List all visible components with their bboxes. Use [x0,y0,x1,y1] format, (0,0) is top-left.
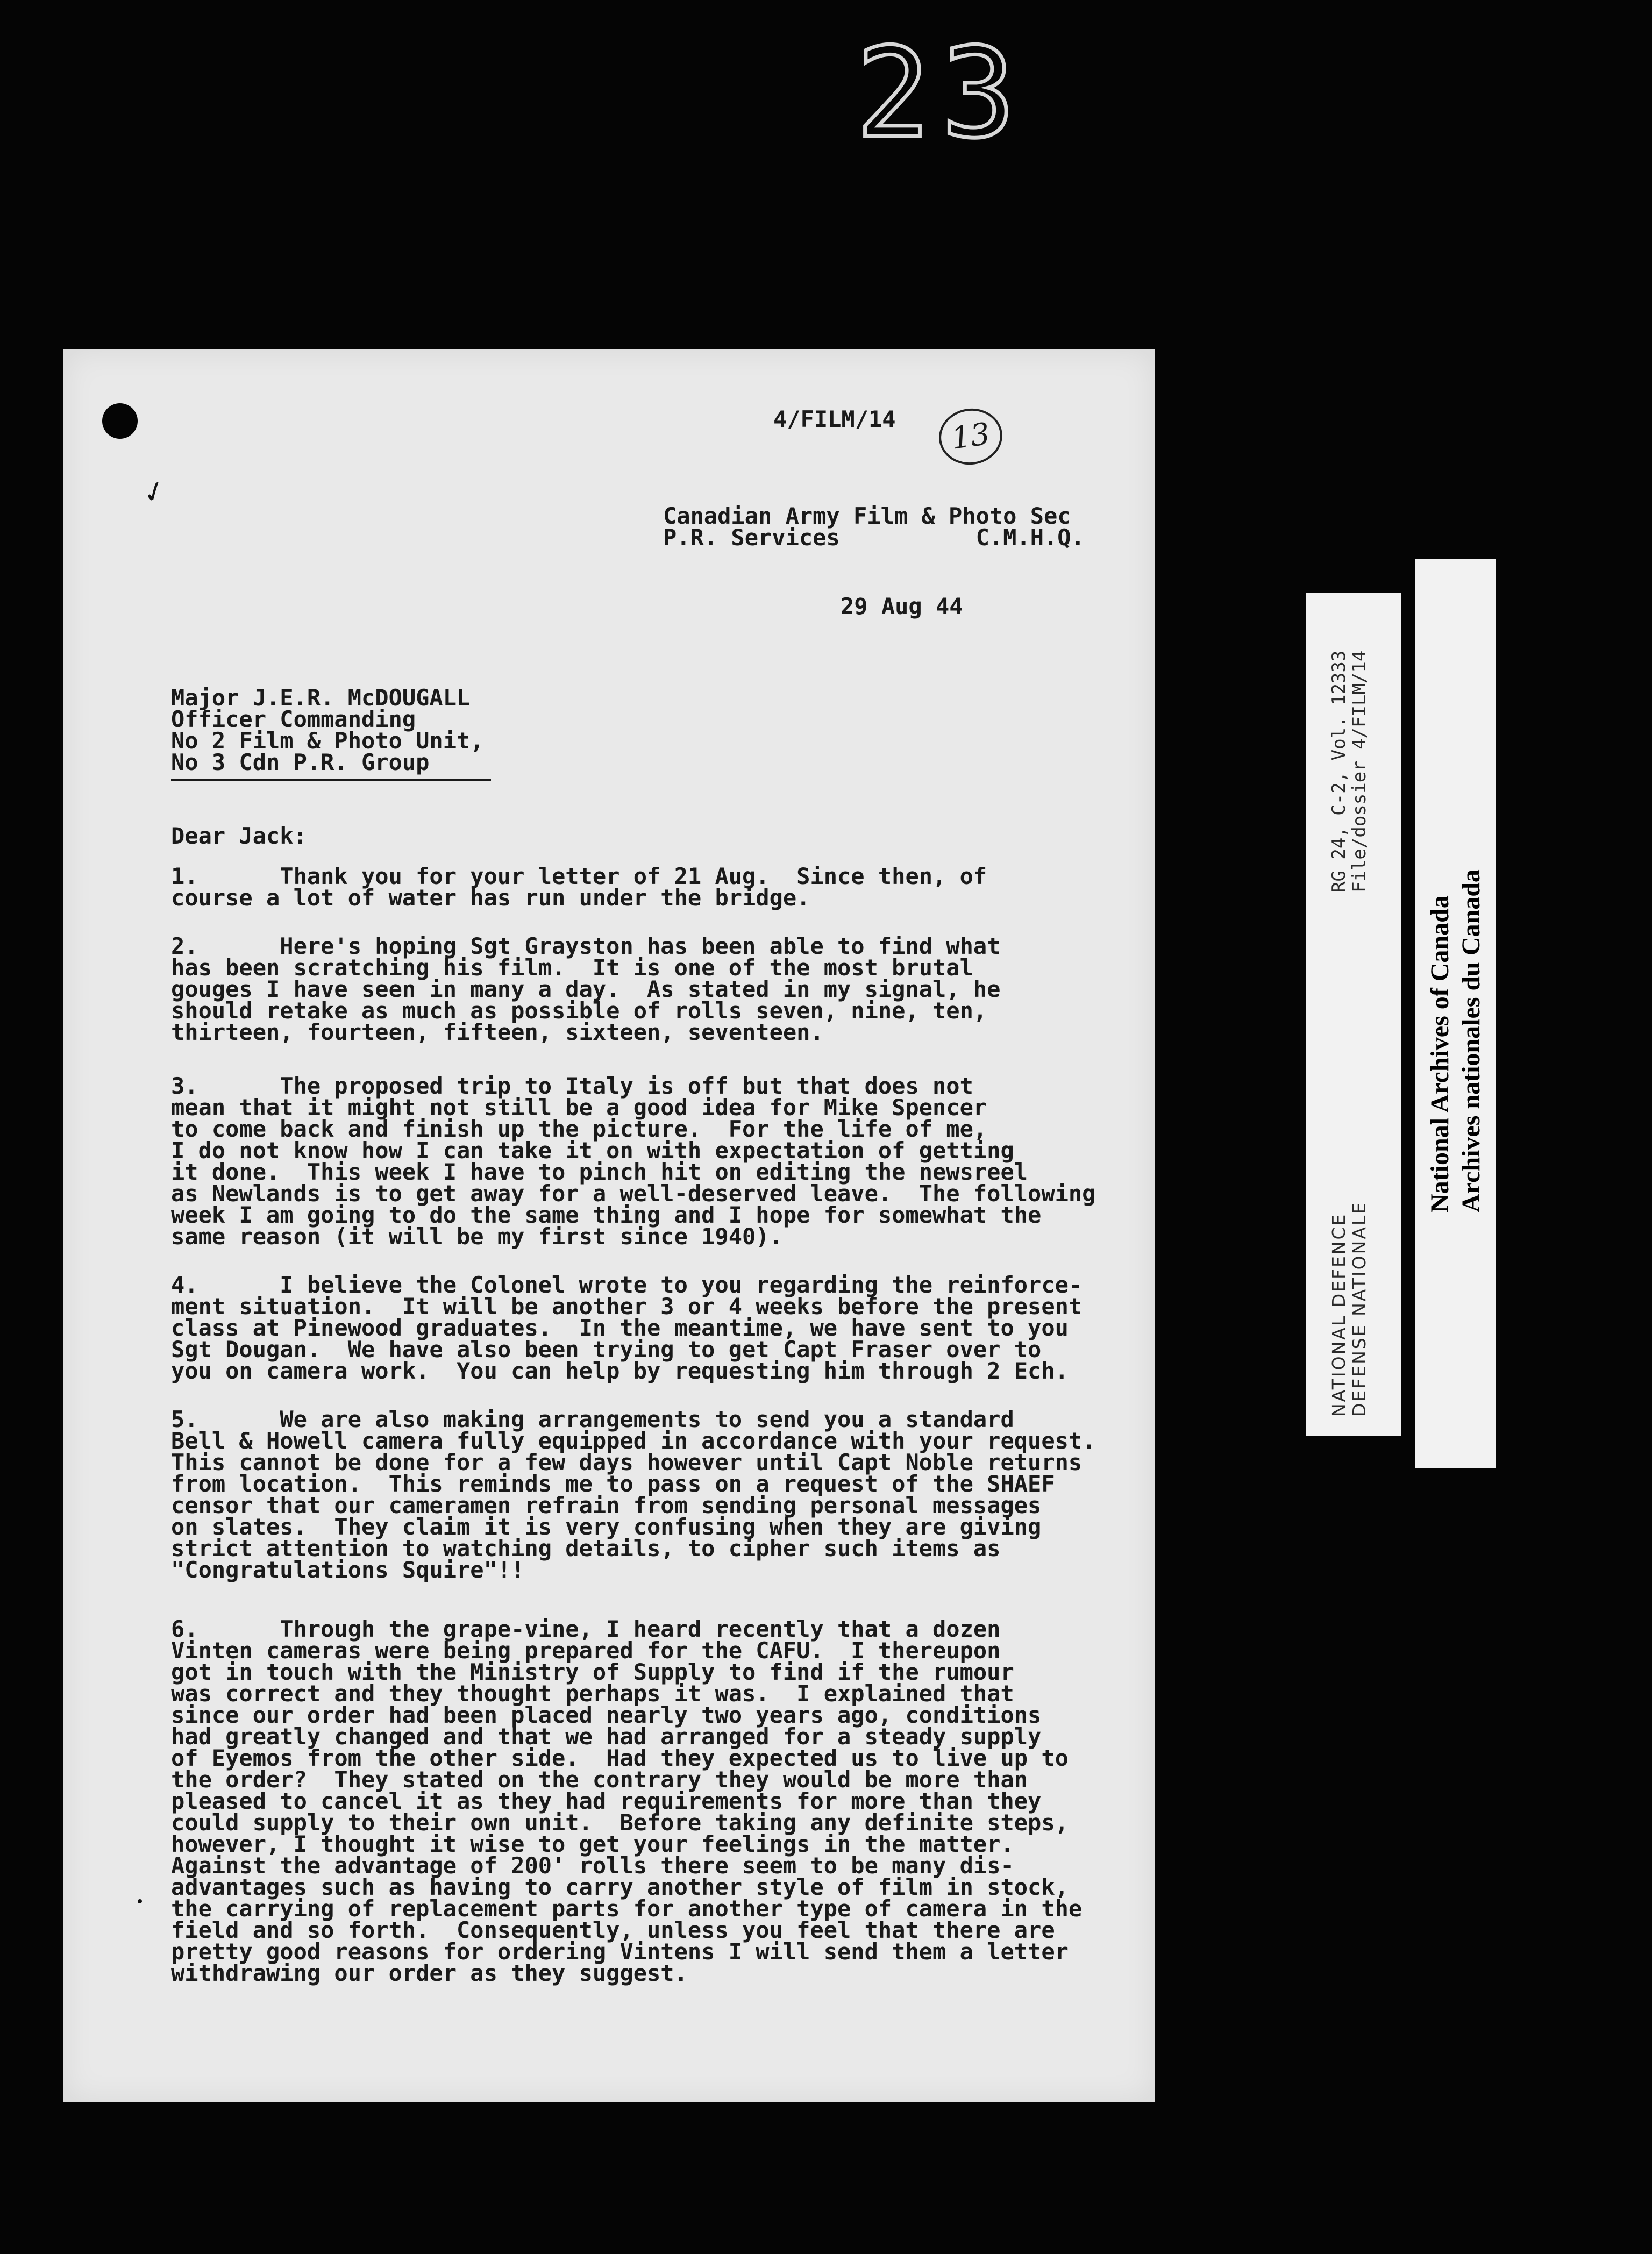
paragraph-1: 1. Thank you for your letter of 21 Aug. Since then, of course a lot of water has run under the bridge. [171,863,987,911]
paragraph-4: 4. I believe the Colonel wrote to you regarding the reinforce- ment situation. It will be another 3 or 4 weeks before the present class at Pinewood graduates. In the meantime, we have sent to you Sgt Dougan. We have also been trying to get Capt Fraser over to you on camera work. You can help by requesting him through 2 Ech. [171,1272,1083,1384]
salutation: Dear Jack: [171,823,307,849]
paragraph-5: 5. We are also making arrangements to send you a standard Bell & Howell camera fully equipped in accordance with your request. This cannot be done for a few days however until Capt Noble returns from location. This reminds me to pass on a request of the SHAEF censor that our cameramen refrain from sending personal messages on slates. They claim it is very confusing when they are giving strict attention to watching details, to cipher such items as "Congratulations Squire"!! [171,1406,1096,1583]
paragraph-3: 3. The proposed trip to Italy is off but that does not mean that it might not still be a good idea for Mike Spencer to come back and finish up the picture. For the life of me, I do not know how I can take it on with expectation of getting it done. This week I have to pinch hit on editing the newsreel as Newlands is to get away for a well-deserved leave. The following week I am going to do the same thing and I hope for somewhat the same reason (it will be my first since 1940). [171,1073,1096,1250]
letter-page [63,349,1155,2102]
punch-hole [102,403,138,439]
archive-reference-line-2: File/dossier 4/FILM/14 [1349,650,1370,893]
letter-date: 29 Aug 44 [841,593,963,619]
file-reference: 4/FILM/14 [773,406,896,432]
ink-mark [138,1899,142,1903]
archive-name-french: Archives nationales du Canada [1457,869,1485,1212]
archive-reference-line-1: RG 24, C-2, Vol. 12333 [1328,650,1350,893]
check-mark-icon: ✓ [138,470,170,512]
paragraph-6: 6. Through the grape-vine, I heard recently that a dozen Vinten cameras were being prepared for the CAFU. I thereupon got in touch with the Ministry of Supply to find if the rumour was correct and they thought perhaps it was. I explained that since our order had been placed nearly two years ago, conditions had greatly changed and that we had arranged for a steady supply of Eyemos from the other side. Had they expected us to live up to the order? They stated on the contrary they would be more than pleased to cancel it as they had requirements for more than they could supply to their own unit. Before taking any definite steps, however, I thought it wise to get your feelings in the matter. Against the advantage of 200' rolls there seem to be many dis- advantages such as having to carry another style of film in stock, the carrying of replacement parts for another type of camera in the field and so forth. Consequently, unless you feel that there are pretty good reasons for ordering Vintens I will send them a letter withdrawing our order as they suggest. [171,1616,1083,1986]
addressee-block: Major J.E.R. McDOUGALL Officer Commanding No 2 Film & Photo Unit, No 3 Cdn P.R. Group [171,684,484,775]
frame-number: 23 [856,22,1027,166]
addressee-underline [171,779,491,781]
sender-block: Canadian Army Film & Photo Sec P.R. Services C.M.H.Q. [663,503,1085,551]
department-line-2: DEFENSE NATIONALE [1349,1201,1370,1417]
paragraph-2: 2. Here's hoping Sgt Grayston has been able to find what has been scratching his film. It is one of the most brutal gouges I have seen in many a day. As stated in my signal, he should retake as much as possible of rolls seven, nine, ten, thirteen, fourteen, fifteen, sixteen, seventeen. [171,933,1001,1045]
folio-number: 13 [935,404,1006,468]
department-line-1: NATIONAL DEFENCE [1328,1212,1349,1417]
archive-name-english: National Archives of Canada [1426,895,1454,1212]
